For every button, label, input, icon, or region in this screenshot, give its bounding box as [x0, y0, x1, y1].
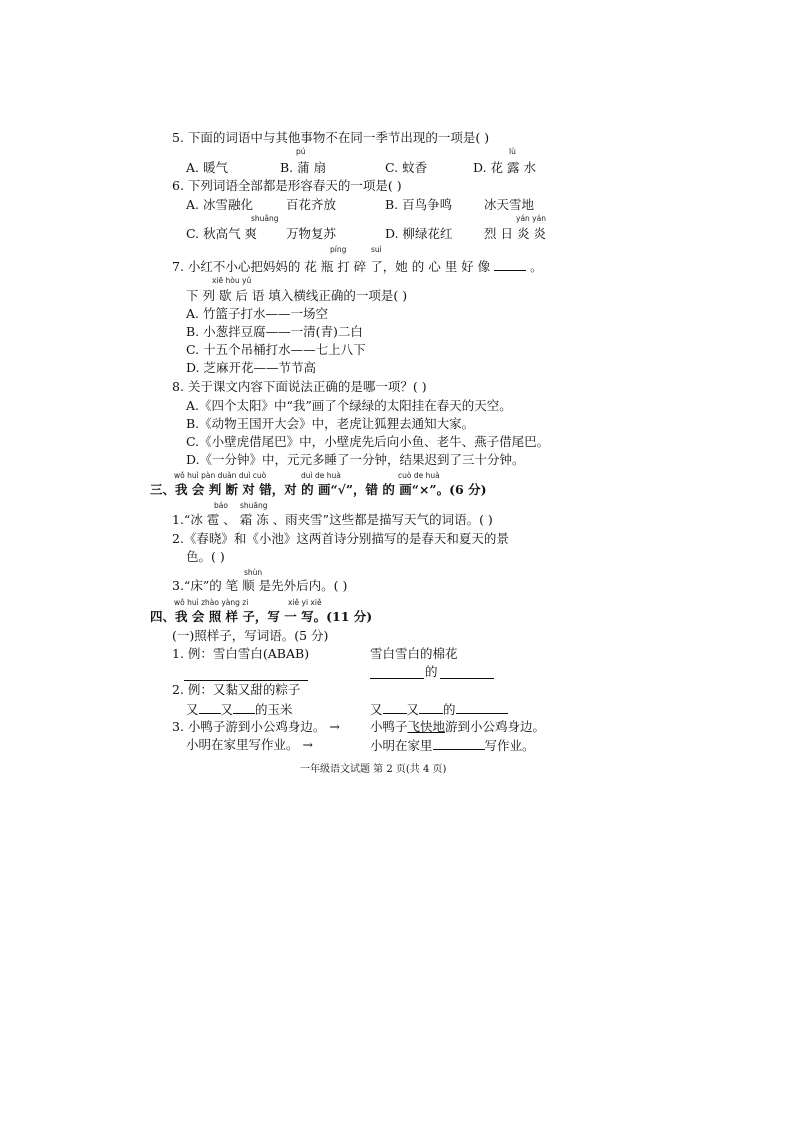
q5-option-a: A. 暖气 [186, 160, 228, 175]
ex3-r1-underlined: 飞快地 [407, 719, 446, 734]
ex2-r-you-2: 又 [406, 702, 420, 717]
q7-stem [172, 258, 543, 275]
pinyin-shuang2: shuāng [240, 501, 268, 510]
pinyin-sui: suì [371, 245, 382, 254]
ex3-r2-blank[interactable] [433, 737, 485, 750]
ex2-r-blank-3[interactable] [456, 701, 508, 714]
pinyin-bao: báo [214, 501, 228, 510]
sec3-item-2b: 色。( ) [186, 549, 225, 564]
ex2-you-2: 又 [220, 702, 234, 717]
sec3-item-3: 3.“床”的 笔 顺 是先外后内。( ) [172, 578, 348, 593]
q5-option-b: B. 蒲 扇 [280, 160, 327, 175]
q8-stem: 8. 关于课文内容下面说法正确的是哪一项？( ) [172, 379, 427, 394]
ex1-de: 的 [425, 664, 438, 679]
q8-option-d: D.《一分钟》中，元元多睡了一分钟，结果迟到了三十分钟。 [186, 452, 525, 467]
ex2-r-blank-2[interactable] [419, 701, 443, 714]
ex3-left-2 [186, 737, 313, 753]
q7-option-c: C. 十五个吊桶打水——七上八下 [186, 342, 366, 357]
ex1-example-right: 雪白雪白的棉花 [370, 646, 458, 661]
ex2-blank-2[interactable] [233, 701, 255, 714]
q6-option-b2: 冰天雪地 [484, 197, 535, 212]
ex2-left-line [186, 701, 293, 718]
sec3-item-1: 1.“冰 雹 、 霜 冻 、雨夹雪”这些都是描写天气的词语。( ) [172, 512, 493, 527]
ex3-right-1 [370, 719, 545, 735]
ex2-right-line [370, 701, 508, 718]
q8-option-a: A.《四个太阳》中“我”画了个绿绿的太阳挂在春天的天空。 [186, 398, 512, 413]
section3-title: 三、我 会 判 断 对 错，对 的 画“√”，错 的 画“×”。(6 分) [150, 482, 487, 497]
q5-option-c: C. 蚊香 [385, 160, 428, 175]
ex2-r-you-1: 又 [370, 702, 383, 717]
sec4-part1-title: (一)照样子，写词语。(5 分) [172, 628, 329, 643]
pinyin-pu: pú [296, 147, 306, 156]
ex1-blank-left[interactable] [184, 680, 308, 681]
page-footer: 一年级语文试题 第 2 页(共 4 页) [300, 764, 447, 775]
q6-option-d1: D. 柳绿花红 [385, 226, 453, 241]
q7-stem-end: 。 [530, 259, 543, 274]
ex1-blank-right-a[interactable] [370, 678, 424, 679]
q6-option-c1: C. 秋高气 爽 [186, 226, 258, 241]
q7-stem-text: 7. 小红不小心把妈妈的 花 瓶 打 碎 了，她 的 心 里 好 像 [172, 259, 491, 274]
sec4-pinyin-a: wǒ huì zhào yàng zi [174, 598, 249, 607]
sec3-item-2a: 2.《春晓》和《小池》这两首诗分别描写的是春天和夏天的景 [172, 531, 509, 546]
ex1-example-left: 1. 例：雪白雪白(ABAB) [172, 646, 310, 661]
section4-title: 四、我 会 照 样 子，写 一 写。(11 分) [150, 609, 373, 624]
pinyin-yanyan: yán yán [516, 214, 546, 223]
ex1-blank-right-b[interactable] [440, 678, 494, 679]
ex2-you-1: 又 [186, 702, 199, 717]
q7-answer-blank[interactable] [494, 258, 526, 271]
ex3-left-1-text: 3. 小鸭子游到小公鸡身边。 [172, 719, 326, 734]
q8-option-b: B.《动物王国开大会》中，老虎让狐狸去通知大家。 [186, 416, 475, 431]
q6-option-a2: 百花齐放 [286, 197, 337, 212]
ex3-left-1 [172, 719, 340, 735]
q6-option-a1: A. 冰雪融化 [186, 197, 253, 212]
pinyin-ping: píng [330, 245, 347, 254]
ex2-example-left: 2. 例：又黏又甜的粽子 [172, 682, 301, 697]
arrow-icon: → [329, 719, 340, 734]
q6-option-b1: B. 百鸟争鸣 [385, 197, 453, 212]
q7-option-a: A. 竹篮子打水——一场空 [186, 306, 328, 321]
ex3-r1-b: 游到小公鸡身边。 [445, 719, 546, 734]
ex2-r-de: 的 [443, 702, 456, 717]
ex3-left-2-text: 小明在家里写作业。 [186, 737, 299, 752]
q7-option-b: B. 小葱拌豆腐——一清(青)二白 [186, 324, 363, 339]
ex3-right-2 [370, 737, 535, 754]
q6-option-c2: 万物复苏 [286, 226, 337, 241]
pinyin-shuang: shuǎng [251, 214, 279, 223]
q5-option-d: D. 花 露 水 [473, 160, 536, 175]
arrow-icon: → [302, 737, 313, 752]
ex3-r2-b: 写作业。 [484, 738, 535, 753]
q6-option-d2: 烈 日 炎 炎 [484, 226, 546, 241]
q8-option-c: C.《小壁虎借尾巴》中，小壁虎先后向小鱼、老牛、燕子借尾巴。 [186, 434, 550, 449]
sec3-pinyin-c: cuò de huà [398, 471, 440, 480]
ex3-r2-a: 小明在家里 [370, 738, 433, 753]
ex2-blank-1[interactable] [199, 701, 221, 714]
sec3-pinyin-b: duì de huà [301, 471, 341, 480]
ex3-r1-a: 小鸭子 [370, 719, 408, 734]
q6-stem: 6. 下列词语全部都是形容春天的一项是( ) [172, 178, 402, 193]
sec3-pinyin-a: wǒ huì pàn duàn duì cuò [174, 471, 267, 480]
sec4-pinyin-b: xiě yi xiě [288, 598, 322, 607]
q7-sub: 下 列 歇 后 语 填入横线正确的一项是( ) [186, 288, 408, 303]
ex2-r-blank-1[interactable] [383, 701, 407, 714]
pinyin-xiehouyu: xiē hòu yǔ [212, 276, 252, 285]
q7-option-d: D. 芝麻开花——节节高 [186, 360, 317, 375]
ex2-corn: 的玉米 [255, 702, 293, 717]
q5-stem: 5. 下面的词语中与其他事物不在同一季节出现的一项是( ) [172, 130, 490, 145]
pinyin-lu: lù [509, 147, 516, 156]
pinyin-shun: shùn [244, 568, 263, 577]
